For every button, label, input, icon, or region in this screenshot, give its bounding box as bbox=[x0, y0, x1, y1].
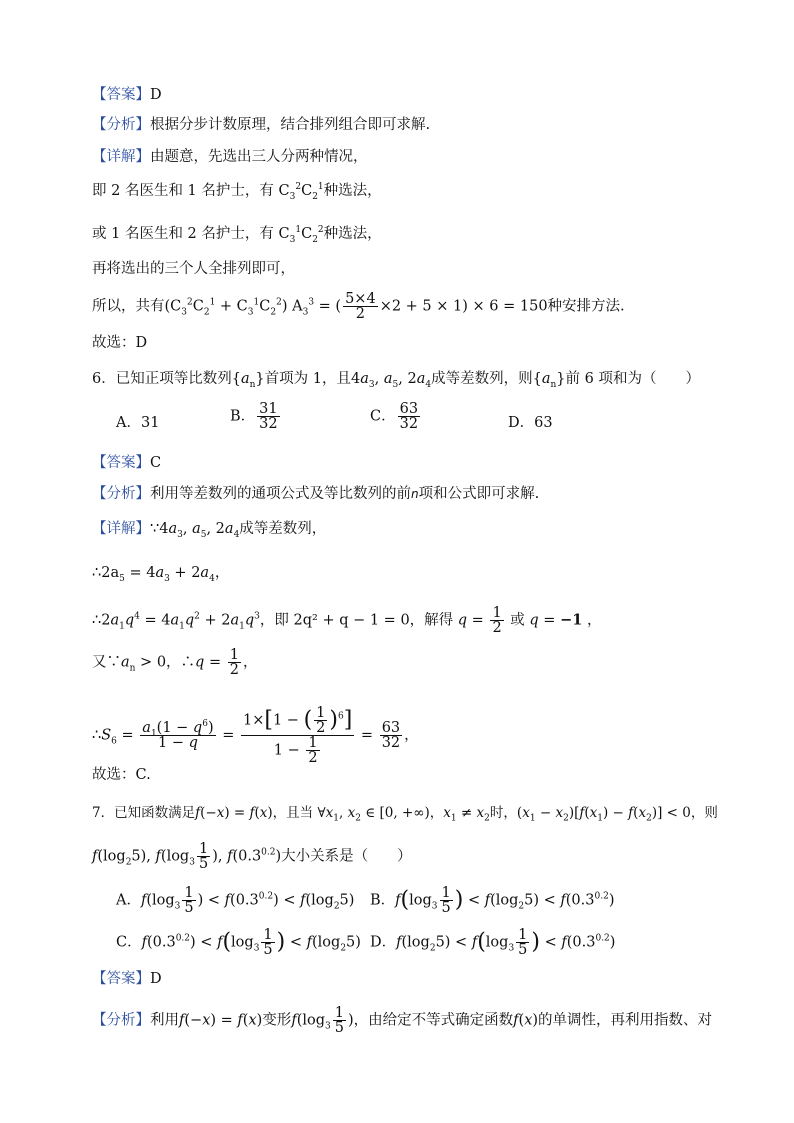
analysis-5: 【分析】根据分步计数原理，结合排列组合即可求解. bbox=[92, 117, 431, 133]
option-d[interactable]: D．$f(\log_25) < f(\log_3$ $\frac{1}{5}$ ) < $f(0.3^{0.2})$ bbox=[370, 927, 616, 958]
answer-7: 【答案】D bbox=[92, 971, 162, 987]
answer-5: 【答案】D bbox=[92, 87, 162, 103]
option-a[interactable]: A．$f(\log_3$ $\frac{1}{5}$ ) < $f(0.3^{0.2}) < f(\log_25)$ bbox=[116, 885, 355, 916]
select-6: 故选：C. bbox=[92, 767, 151, 783]
detail-5: 【详解】由题意，先选出三人分两种情况， bbox=[92, 149, 368, 165]
question-6: 6．已知正项等比数列$\{a_n\}$首项为 1，且$4a_3$, $a_5$, $2a_4$成等差数列，则$\{a_n\}$前 6 项和为（ ） bbox=[92, 371, 700, 390]
fraction: $\frac{5\times 4}{2}$ bbox=[345, 291, 376, 322]
option-c[interactable]: C．$f(0.3^{0.2}) < f(\log_3$ $\frac{1}{5}$ ) < $f(\log_25)$ bbox=[116, 927, 361, 958]
option-d[interactable]: D．63 bbox=[508, 415, 553, 431]
option-c[interactable]: C． $\frac{63}{32}$ bbox=[370, 401, 419, 432]
line-6c: 又$\because a_n > 0$，∴q = $\frac{1}{2}$ ， bbox=[92, 647, 258, 678]
line-6d: $\therefore S_6$ = $\frac{a_1(1 - q^6)}{1 - q}$ = 1×[1 − ( $\frac{1}{2}$ )$^6$] 1 − $\frac{1}{2}$ = $\frac{63}{32}$ ， bbox=[92, 705, 419, 766]
line-5d: 所以，共有$(C_3^2C_2^1 + C_3^1C_2^2) A_3^3$ = ( $\frac{5\times 4}{2}$ ×2 + 5 × 1) × 6 = 150种安排方法. bbox=[92, 291, 625, 322]
line-6b: $\therefore 2a_1q^4 = 4a_1q^2 + 2a_1q^3$，即 2q² + q − 1 = 0，解得 q = $\frac{1}{2}$ 或 q = −1 ， bbox=[92, 605, 602, 636]
question-7b: $f(\log_25)$, $f(\log_3$ $\frac{1}{5}$ ), $f(0.3^{0.2})$大小关系是（ ） bbox=[92, 841, 412, 872]
line-6a: $\therefore 2a_5 = 4a_3 + 2a_4$， bbox=[92, 565, 230, 584]
question-7: 7．已知函数满足f(−x) = f(x)，且当 $\forall x_1$, $x_2$ ∈ [0, +∞)，$x_1 \ne x_2$时，$(x_1 - x_2)[f(x_1) - f(x_2)] < 0$，则 bbox=[92, 805, 718, 824]
analysis-7: 【分析】利用f(−x) = f(x)变形$f(\log_3$ $\frac{1}{5}$ )，由给定不等式确定函数f(x)的单调性，再利用指数、对 bbox=[92, 1005, 713, 1036]
line-5b: 或 1 名医生和 2 名护士，有 $C_3^1C_2^2$种选法， bbox=[92, 225, 382, 245]
option-b[interactable]: B．$f(\log_3$ $\frac{1}{5}$ ) < $f(\log_25) < f(0.3^{0.2})$ bbox=[370, 885, 615, 916]
select-5: 故选：D bbox=[92, 335, 148, 351]
option-a[interactable]: A．31 bbox=[116, 415, 160, 431]
detail-6: 【详解】$\because 4a_3$, $a_5$, $2a_4$成等差数列， bbox=[92, 521, 327, 540]
line-5a: 即 2 名医生和 1 名护士，有 $C_3^2C_2^1$种选法， bbox=[92, 182, 382, 202]
answer-tag: 【答案】 bbox=[92, 87, 150, 103]
analysis-6: 【分析】利用等差数列的通项公式及等比数列的前n项和公式即可求解. bbox=[92, 486, 540, 502]
answer-6: 【答案】C bbox=[92, 455, 162, 471]
line-5c: 再将选出的三个人全排列即可， bbox=[92, 261, 295, 277]
option-b[interactable]: B． $\frac{31}{32}$ bbox=[230, 401, 278, 432]
